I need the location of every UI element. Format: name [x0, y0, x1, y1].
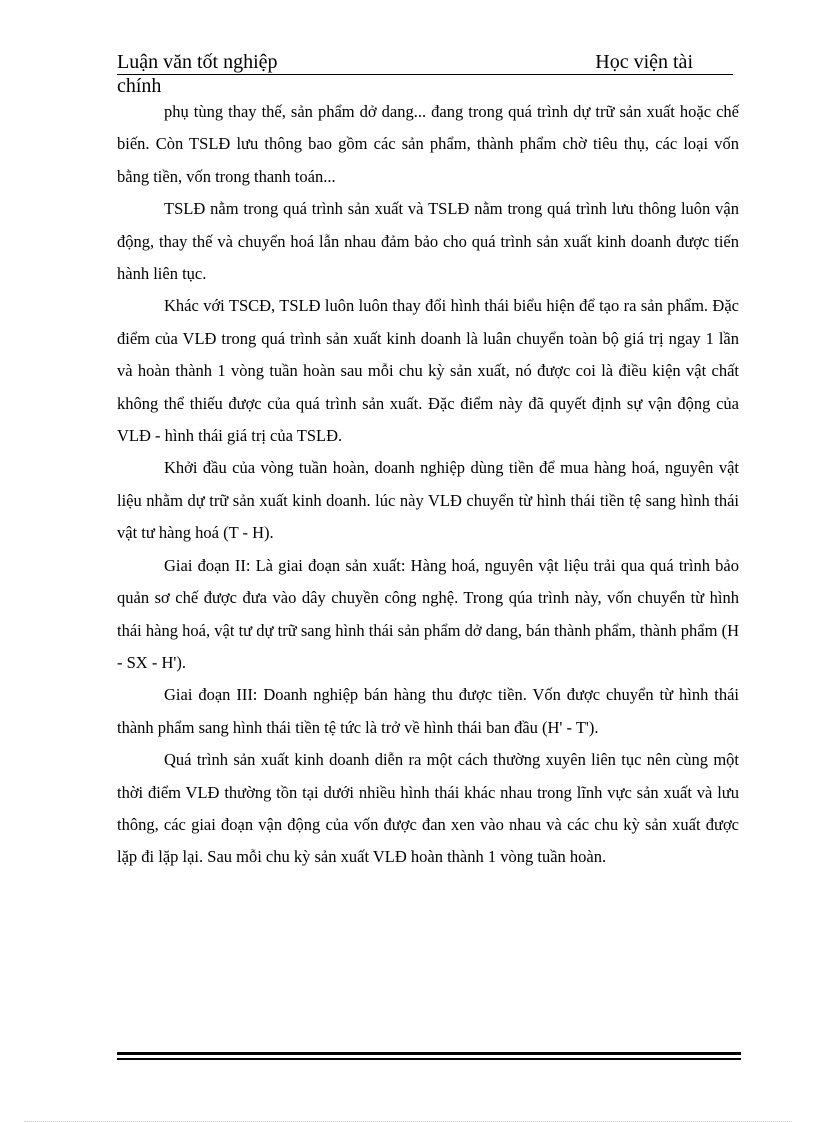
footer-rule-top [117, 1052, 741, 1055]
footer-rule-bottom [117, 1058, 741, 1060]
paragraph-7: Quá trình sản xuất kinh doanh diễn ra một cách thường xuyên liên tục nên cùng một thời điểm VLĐ thường tồn tại dưới nhiều hình thái khác nhau trong lĩnh vực sản xuất và lưu thông, các giai đoạn vận động của vốn được đan xen vào nhau và các chu kỳ sản xuất được lặp đi lặp lại. Sau mỗi chu kỳ sản xuất VLĐ hoàn thành 1 vòng tuần hoàn. [117, 750, 739, 867]
paragraph-1: phụ tùng thay thế, sản phẩm dở dang... đang trong quá trình dự trữ sản xuất hoặc chế biến. Còn TSLĐ lưu thông bao gồm các sản phẩm, thành phẩm chờ tiêu thụ, các loại vốn bằng tiền, vốn trong thanh toán... [117, 102, 739, 186]
paragraph-2: TSLĐ nằm trong quá trình sản xuất và TSLĐ nằm trong quá trình lưu thông luôn vận động, thay thế và chuyển hoá lẫn nhau đảm bảo cho quá trình sản xuất kinh doanh được tiến hành liên tục. [117, 199, 739, 284]
paragraph-6: Giai đoạn III: Doanh nghiệp bán hàng thu được tiền. Vốn được chuyển từ hình thái thành phẩm sang hình thái tiền tệ tức là trở về hình thái ban đầu (H' - T'). [117, 685, 739, 737]
document-body [117, 96, 739, 874]
header-thesis-title: Luận văn tốt nghiệp [117, 51, 278, 73]
header-institution-continued: chính [117, 75, 162, 97]
page-header [117, 50, 733, 97]
header-line [117, 50, 733, 75]
header-institution: Học viện tài [595, 51, 693, 73]
paragraph-4: Khởi đầu của vòng tuần hoàn, doanh nghiệp dùng tiền để mua hàng hoá, nguyên vật liệu nhằm dự trữ sản xuất kinh doanh. lúc này VLĐ chuyển từ hình thái tiền tệ sang hình thái vật tư hàng hoá (T - H). [117, 458, 739, 543]
paragraph-5: Giai đoạn II: Là giai đoạn sản xuất: Hàng hoá, nguyên vật liệu trải qua quá trình bảo quản sơ chế được đưa vào dây chuyền công nghệ. Trong qúa trình này, vốn chuyển từ hình thái hàng hoá, vật tư dự trữ sang hình thái sản phẩm dở dang, bán thành phẩm, thành phẩm (H - SX - H'). [117, 555, 739, 672]
paragraph-3: Khác với TSCĐ, TSLĐ luôn luôn thay đổi hình thái biểu hiện để tạo ra sản phẩm. Đặc điểm của VLĐ trong quá trình sản xuất kinh doanh là luân chuyển toàn bộ giá trị ngay 1 lần và hoàn thành 1 vòng tuần hoàn sau mỗi chu kỳ sản xuất, nó được coi là điều kiện vật chất không thể thiếu được của quá trình sản xuất. Đặc điểm này đã quyết định sự vận động của VLĐ - hình thái giá trị của TSLĐ. [117, 296, 739, 446]
page-edge [24, 1121, 792, 1122]
